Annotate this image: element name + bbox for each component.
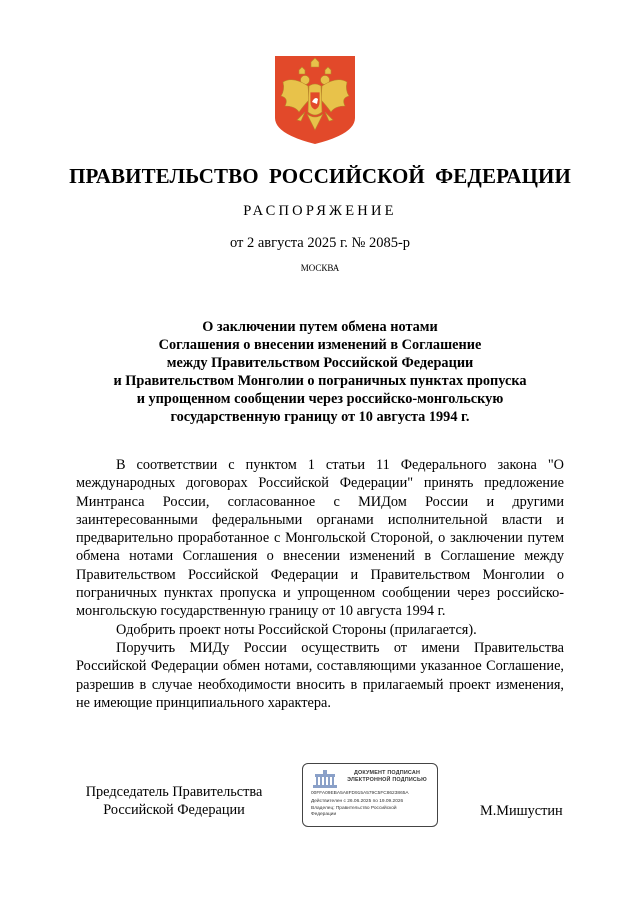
subject-line: и упрощенном сообщении через российско-монгольскую [136,391,504,407]
document-type: РАСПОРЯЖЕНИЕ [243,203,397,219]
stamp-serial: 00FFA09EBA5A8FD915A579C5FC8623865A [311,791,409,796]
subject-line: О заключении путем обмена нотами [202,319,438,335]
subject-line: государственную границу от 10 августа 1994 г. [170,409,470,425]
document-subject [70,318,570,426]
document-date-number: от 2 августа 2025 г. № 2085-р [229,235,411,251]
state-emblem [275,56,355,144]
body-paragraph: В соответствии с пунктом 1 статьи 11 Федерального закона "О международных договорах Российской Федерации" принять предложение Минтранса России, согласованное с МИДом России и другими заинтересованными федеральными органами исполнительной власти и предварительно проработанное с Монгольской Стороной, о заключении путем обмена нотами Соглашения о внесении изменений в Соглашение между Правительством Российской Федерации и Правительством Монголии о пограничных пунктах пропуска и упрощенном сообщении через российско-монгольскую государственную границу от 10 августа 1994 г. [76,457,564,620]
stamp-owner: Федерации [311,812,337,817]
stamp-owner: Владелец: Правительство Российской [311,806,397,811]
body-paragraph: Поручить МИДу России осуществить от имени Правительства Российской Федерации обмен нотами, составляющими указанное Соглашение, разрешив в случае необходимости вносить в прилагаемый проект изменения, не имеющие принципиального характера. [76,639,564,711]
signer-position-line: Российской Федерации [103,801,245,818]
stamp-title-line: ЭЛЕКТРОННОЙ ПОДПИСЬЮ [347,777,427,783]
signer-name: М.Мишустин [480,803,563,819]
subject-line: между Правительством Российской Федерации [166,355,474,371]
subject-line: Соглашения о внесении изменений в Соглашение [158,337,482,353]
subject-line: и Правительством Монголии о пограничных пунктах пропуска [113,373,527,389]
double-headed-eagle-icon [275,56,355,144]
stamp-validity: Действителен с 26.06.2025 по 19.09.2026 [311,799,404,804]
document-city: МОСКВА [300,263,340,273]
stamp-title-line: ДОКУМЕНТ ПОДПИСАН [353,770,421,776]
electronic-signature-stamp [302,763,438,827]
document-body [76,456,564,712]
signer-position-line: Председатель Правительства [85,784,263,800]
body-paragraph: Одобрить проект ноты Российской Стороны (прилагается). [116,621,477,638]
government-title: ПРАВИТЕЛЬСТВО РОССИЙСКОЙ ФЕДЕРАЦИИ [69,164,571,188]
government-building-icon [311,769,339,789]
stamp-title [339,770,435,784]
signer-position [74,784,274,819]
